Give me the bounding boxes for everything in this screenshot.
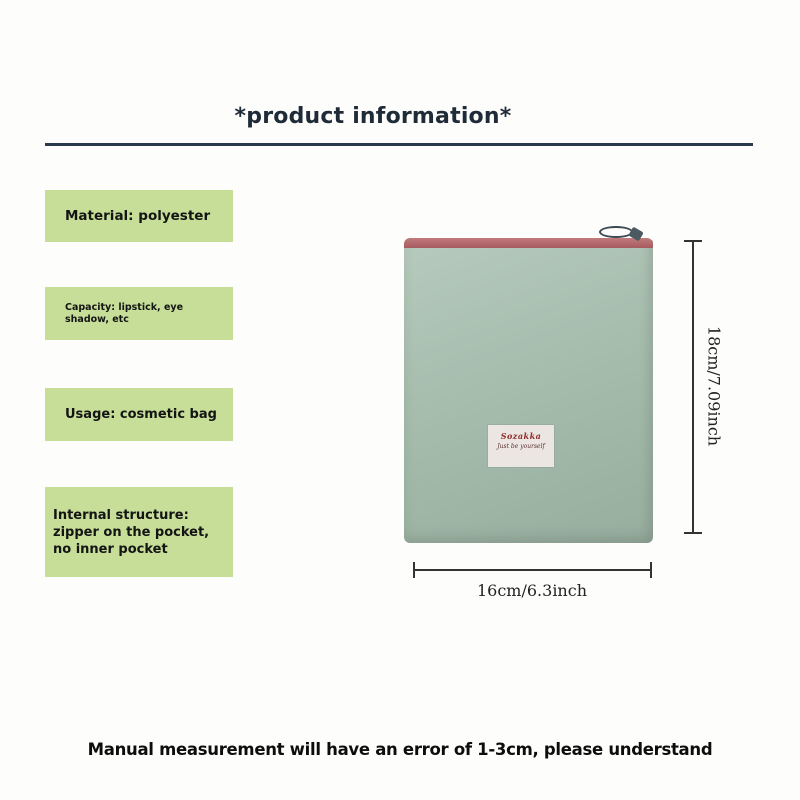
capacity-label-line-1: Capacity: lipstick, eye [65,301,184,313]
structure-label-line-3: no inner pocket [53,541,168,557]
brand-tagline: Just be yourself [497,443,545,450]
cosmetic-bag-image [404,240,653,543]
zipper-pull-ring-icon [599,226,633,238]
info-box-usage [45,388,233,441]
height-dimension-cap-top [684,240,702,242]
title-divider [45,143,753,146]
height-dimension-label: 18cm/7.09inch [704,325,724,447]
width-dimension-cap-right [650,562,652,578]
width-dimension-label: 16cm/6.3inch [476,581,587,600]
page-title: *product information* [234,104,512,129]
structure-label-line-2: zipper on the pocket, [53,524,210,540]
capacity-label-line-2: shadow, etc [65,313,129,325]
material-label: Material: polyester [65,208,211,224]
info-box-material [45,190,233,242]
usage-label: Usage: cosmetic bag [65,407,217,422]
width-dimension-cap-left [413,562,415,578]
width-dimension-line [413,569,651,571]
height-dimension-cap-bottom [684,532,702,534]
structure-label-line-1: Internal structure: [53,507,189,523]
measurement-disclaimer: Manual measurement will have an error of 1-3cm, please understand [87,740,713,759]
zipper-band [404,238,653,248]
height-dimension-line [692,241,694,532]
brand-label-patch [488,425,554,467]
brand-name: Sozakka [500,431,542,441]
info-box-capacity [45,287,233,340]
info-box-internal-structure [45,487,233,577]
